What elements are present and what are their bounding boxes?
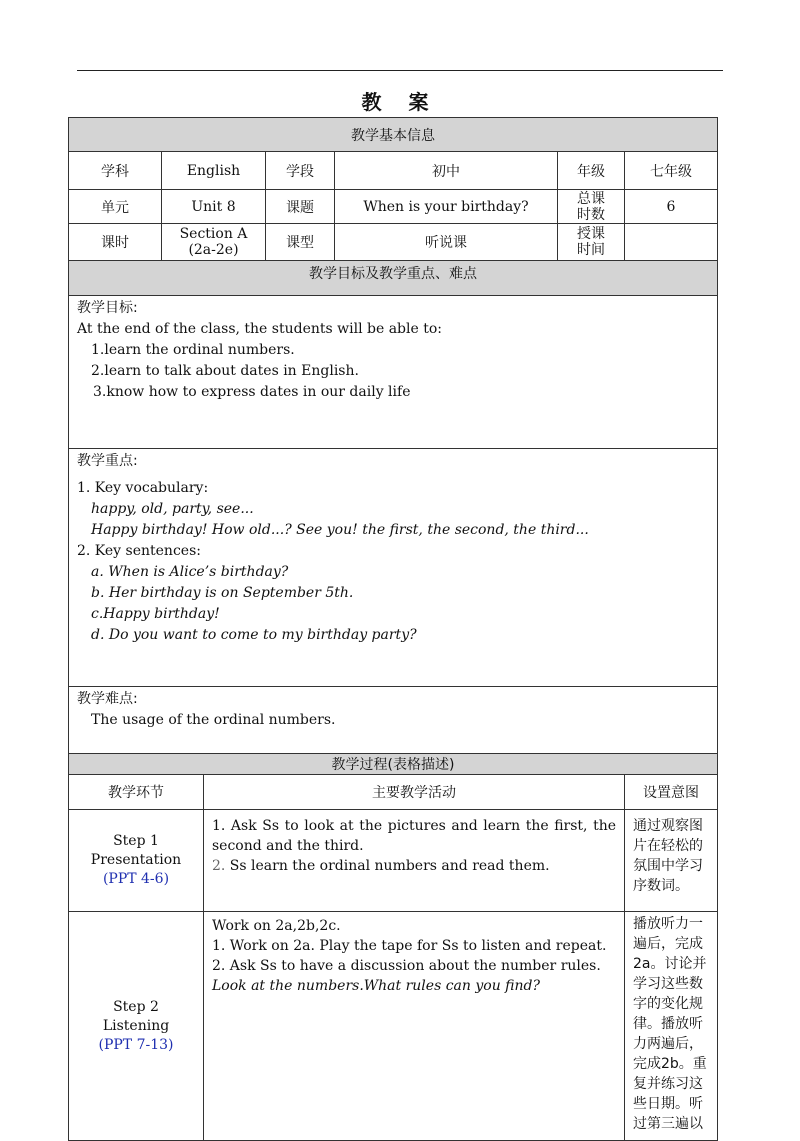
- period-value: Section A (2a-2e): [162, 224, 266, 261]
- document-title: 教 案: [361, 90, 439, 114]
- key-sentence: a. When is Alice’s birthday?: [91, 564, 289, 580]
- objectives-section: [69, 296, 718, 449]
- lesson-plan-table: [68, 117, 718, 1141]
- period-label: 课时: [69, 224, 162, 261]
- objectives-intro: At the end of the class, the students will be able to:: [77, 321, 442, 337]
- key-sentence: b. Her birthday is on September 5th.: [91, 585, 354, 601]
- step-name: Step 2: [113, 998, 159, 1015]
- key-sentences-label: 2. Key sentences:: [77, 543, 201, 559]
- activity-item: 2. Ss learn the ordinal numbers and read them.: [212, 858, 550, 874]
- basic-info-header: 教学基本信息: [69, 118, 718, 152]
- activity-item: 1. Ask Ss to look at the pictures and learn the first, the second and the third.: [212, 818, 616, 854]
- grade-label: 年级: [558, 152, 625, 190]
- subject-value: English: [162, 152, 266, 190]
- lesson-type-value: 听说课: [335, 224, 558, 261]
- step-phase: Listening: [102, 1017, 170, 1034]
- objectives-title: 教学目标:: [77, 300, 138, 316]
- col-purpose-header: 设置意图: [625, 775, 718, 810]
- key-points-title: 教学重点:: [77, 453, 138, 469]
- activity-item: 2. Ask Ss to have a discussion about the number rules.: [212, 958, 601, 974]
- goals-header: 教学目标及教学重点、难点: [69, 261, 718, 296]
- step-phase: Presentation: [90, 852, 182, 868]
- step-1-cell: [69, 810, 204, 912]
- key-points-section: [69, 449, 718, 687]
- col-step-header: 教学环节: [69, 775, 204, 810]
- total-periods-value: 6: [625, 190, 718, 224]
- teaching-time-value: [625, 224, 718, 261]
- step-name: Step 1: [113, 833, 159, 849]
- key-sentence: c.Happy birthday!: [91, 606, 220, 622]
- step-2-purpose: 播放听力一遍后，完成2a。讨论并学习这些数字的变化规律。播放听力两遍后，完成2b。重复并练习这些日期。听过第三遍以: [625, 912, 718, 1141]
- unit-value: Unit 8: [162, 190, 266, 224]
- vocabulary-line: Happy birthday! How old...? See you! the first, the second, the third...: [91, 522, 589, 538]
- stage-label: 学段: [266, 152, 335, 190]
- col-activity-header: 主要教学活动: [204, 775, 625, 810]
- teaching-time-label: 授课 时间: [558, 224, 625, 261]
- step-2-cell: [69, 912, 204, 1141]
- ppt-reference: (PPT 4-6): [102, 871, 170, 887]
- grade-value: 七年级: [625, 152, 718, 190]
- activity-item: Work on 2a,2b,2c.: [212, 918, 341, 934]
- header-rule: [77, 70, 723, 71]
- topic-value: When is your birthday?: [335, 190, 558, 224]
- stage-value: 初中: [335, 152, 558, 190]
- ppt-reference: (PPT 7-13): [98, 1036, 174, 1053]
- total-periods-label: 总课 时数: [558, 190, 625, 224]
- objective-item: 2.learn to talk about dates in English.: [91, 363, 359, 379]
- difficult-points-title: 教学难点:: [77, 691, 138, 707]
- key-vocabulary-label: 1. Key vocabulary:: [77, 480, 209, 496]
- difficult-points-text: The usage of the ordinal numbers.: [91, 712, 336, 728]
- subject-label: 学科: [69, 152, 162, 190]
- topic-label: 课题: [266, 190, 335, 224]
- vocabulary-line: happy, old, party, see...: [91, 501, 254, 517]
- step-2-activities: [204, 912, 625, 1141]
- lesson-type-label: 课型: [266, 224, 335, 261]
- unit-label: 单元: [69, 190, 162, 224]
- activity-item: Look at the numbers.What rules can you find?: [212, 978, 540, 994]
- step-1-activities: [204, 810, 625, 912]
- difficult-points-section: [69, 687, 718, 754]
- activity-item: 1. Work on 2a. Play the tape for Ss to listen and repeat.: [212, 938, 607, 954]
- step-1-purpose: 通过观察图片在轻松的氛围中学习序数词。: [625, 810, 718, 912]
- objective-item: 1.learn the ordinal numbers.: [91, 342, 295, 358]
- objective-item: 3.know how to express dates in our daily life: [93, 384, 411, 400]
- key-sentence: d. Do you want to come to my birthday party?: [91, 627, 417, 643]
- process-header: 教学过程(表格描述): [69, 754, 718, 775]
